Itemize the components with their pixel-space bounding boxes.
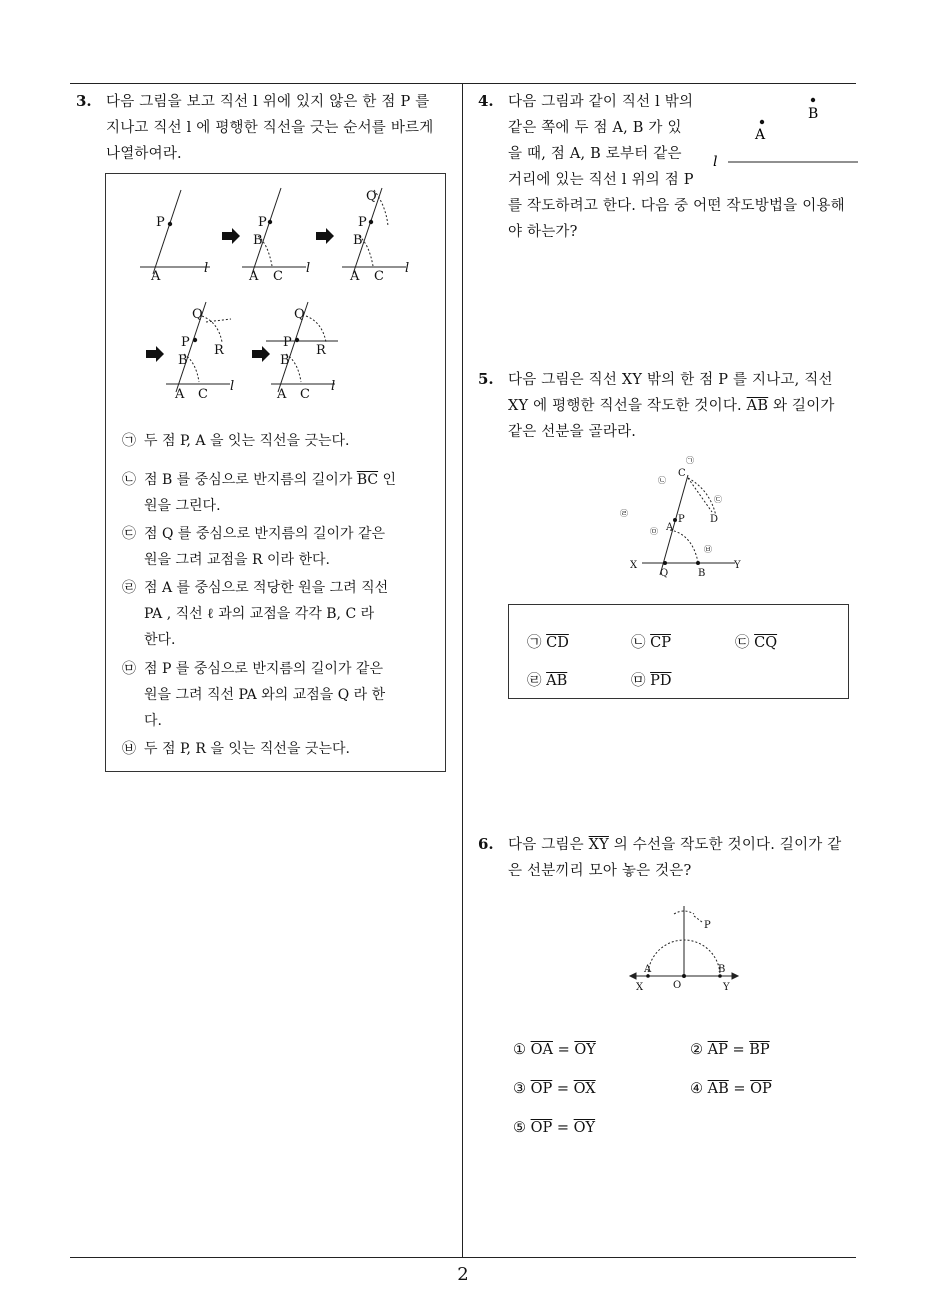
choice-mark: ㉤ [631, 673, 646, 689]
label-O: O [673, 980, 682, 991]
question-line: 다음 그림을 보고 직선 l 위에 있지 않은 한 점 P 를 [106, 94, 430, 110]
line-label: $\overline{XY}$ [588, 837, 609, 853]
segment-label: $\overline{AB}$ [746, 398, 769, 414]
construction-mark: ㉣ [620, 509, 628, 518]
step-mark: ㉣ [122, 580, 136, 596]
choice-mark: ㉣ [527, 673, 542, 689]
choice-mark: ㉠ [527, 635, 542, 651]
q5-choices-box [508, 604, 849, 699]
label-C: C [300, 387, 310, 402]
choice-mark: ③ [513, 1081, 526, 1097]
q4-figure [710, 92, 860, 172]
segment-label: $\overline{OY}$ [573, 1120, 596, 1136]
label-R: R [214, 343, 224, 358]
label-B: B [808, 106, 819, 122]
right-arrow-icon [146, 346, 164, 362]
choice[interactable] [690, 1081, 772, 1097]
label-A: A [666, 522, 674, 533]
label-A: A [175, 387, 185, 402]
choice-mark: ㉢ [735, 635, 750, 651]
question-5 [478, 370, 858, 450]
step-text: 인 [378, 472, 397, 488]
label-Y: Y [723, 982, 730, 993]
step-item [122, 656, 385, 734]
question-number: 5. [478, 370, 494, 388]
label-P: P [258, 215, 267, 230]
label-A: A [151, 269, 161, 284]
segment-label: $\overline{OP}$ [530, 1081, 553, 1097]
question-number: 3. [76, 92, 92, 110]
label-Q: Q [192, 307, 203, 322]
choice[interactable] [513, 1042, 596, 1058]
segment-label: $\overline{OP}$ [530, 1120, 553, 1136]
label-B: B [353, 233, 363, 248]
equals-sign: = [733, 1081, 746, 1097]
step-text: 점 A 를 중심으로 적당한 원을 그려 직선 [144, 580, 389, 596]
label-l: l [230, 379, 235, 394]
construction-mark: ㉡ [658, 476, 666, 485]
segment-label: $\overline{OP}$ [750, 1081, 772, 1097]
segment-label: $\overline{AB}$ [546, 673, 568, 689]
label-C: C [374, 269, 384, 284]
question-line: 야 하는가? [508, 224, 578, 240]
label-B: B [280, 353, 290, 368]
choice[interactable] [735, 631, 777, 652]
segment-label: $\overline{AP}$ [707, 1042, 728, 1058]
step-text: 점 B 를 중심으로 반지름의 길이가 [144, 472, 357, 488]
label-C: C [273, 269, 283, 284]
construction-mark: ㉠ [686, 456, 694, 465]
label-l: l [405, 261, 410, 276]
page-number: 2 [457, 1264, 469, 1285]
label-Q: Q [294, 307, 305, 322]
label-P: P [678, 514, 685, 525]
label-R: R [316, 343, 326, 358]
step-text: 점 P 를 중심으로 반지름의 길이가 같은 [144, 661, 383, 677]
label-B: B [253, 233, 263, 248]
label-P: P [358, 215, 367, 230]
label-A: A [277, 387, 287, 402]
choice[interactable] [690, 1042, 770, 1058]
construction-mark: ㉢ [714, 495, 722, 504]
step-text: 원을 그려 직선 PA 와의 교점을 Q 라 한 [144, 687, 386, 703]
label-B: B [718, 964, 726, 975]
column-divider [462, 83, 463, 1257]
label-A: A [249, 269, 259, 284]
step-item [122, 575, 388, 653]
equals-sign: = [556, 1081, 570, 1097]
step-mark: ㉠ [122, 433, 136, 449]
label-A: A [350, 269, 360, 284]
equals-sign: = [557, 1042, 570, 1058]
question-line: 다음 그림과 같이 직선 l 밖의 [508, 94, 694, 110]
right-arrow-icon [316, 228, 334, 244]
right-arrow-icon [252, 346, 270, 362]
question-text-part: 와 길이가 [768, 398, 835, 414]
step-text: 두 점 P, A 을 잇는 직선을 긋는다. [144, 433, 350, 449]
step-mark: ㉢ [122, 526, 136, 542]
step-text: 점 Q 를 중심으로 반지름의 길이가 같은 [144, 526, 386, 542]
question-text [508, 832, 842, 884]
question-text-part: XY 에 평행한 직선을 작도한 것이다. [508, 398, 747, 414]
question-line: 거리에 있는 직선 l 위의 점 P [508, 172, 694, 188]
top-rule [70, 83, 856, 84]
step-mark: ㉥ [122, 741, 136, 757]
segment-label: $\overline{PD}$ [650, 673, 672, 689]
label-l: l [331, 379, 336, 394]
label-P: P [704, 920, 711, 931]
segment-label: $\overline{OA}$ [530, 1042, 553, 1058]
label-P: P [156, 215, 165, 230]
label-X: X [636, 982, 644, 993]
label-D: D [710, 514, 719, 525]
label-B: B [698, 568, 706, 579]
question-line [508, 393, 835, 419]
step-text: 두 점 P, R 을 잇는 직선을 긋는다. [144, 741, 350, 757]
segment-label: $\overline{BP}$ [749, 1042, 770, 1058]
segment-label: $\overline{OY}$ [574, 1042, 596, 1058]
label-l: l [713, 154, 718, 170]
segment-label: $\overline{CP}$ [650, 635, 671, 651]
question-text-part: 의 수선을 작도한 것이다. 길이가 같 [608, 837, 842, 853]
question-line [508, 832, 842, 858]
question-line: 은 선분끼리 모아 놓은 것은? [508, 863, 692, 879]
label-C: C [198, 387, 208, 402]
step-item [122, 428, 350, 454]
choice-mark: ㉡ [631, 635, 646, 651]
label-Q: Q [366, 189, 377, 204]
question-line: 같은 선분을 골라라. [508, 424, 637, 440]
segment-label: $\overline{BC}$ [356, 472, 379, 488]
label-X: X [630, 560, 638, 571]
segment-label: $\overline{OX}$ [573, 1081, 596, 1097]
choice-mark: ① [513, 1042, 526, 1058]
choice[interactable] [631, 631, 671, 652]
label-B: B [178, 353, 188, 368]
question-line: 나열하여라. [106, 146, 182, 162]
segment-label: $\overline{CD}$ [546, 635, 569, 651]
q5-figure [620, 450, 770, 580]
step-text: 원을 그려 교점을 R 이라 한다. [144, 552, 331, 568]
question-text-part: 다음 그림은 [508, 837, 589, 853]
choice-mark: ④ [690, 1081, 703, 1097]
segment-label: $\overline{AB}$ [707, 1081, 729, 1097]
label-l: l [306, 261, 311, 276]
question-text [508, 367, 835, 445]
label-l: l [204, 261, 209, 276]
choice-mark: ② [690, 1042, 703, 1058]
q3-construction-figure [106, 174, 445, 414]
choice[interactable] [527, 631, 569, 652]
question-6 [478, 835, 858, 895]
step-mark: ㉤ [122, 661, 136, 677]
question-line: 지나고 직선 l 에 평행한 직선을 긋는 순서를 바르게 [106, 120, 434, 136]
step-text: 원을 그린다. [144, 498, 221, 514]
choice[interactable] [631, 669, 672, 690]
question-number: 6. [478, 835, 494, 853]
step-item [122, 736, 350, 762]
q6-figure [624, 894, 744, 994]
equals-sign: = [732, 1042, 745, 1058]
step-mark: ㉡ [122, 472, 136, 488]
label-Q: Q [660, 568, 669, 579]
step-text: 한다. [144, 632, 176, 648]
equals-sign: = [556, 1120, 570, 1136]
question-text [106, 89, 433, 167]
step-item [122, 521, 385, 573]
step-text: PA , 직선 ℓ 과의 교점을 각각 B, C 라 [144, 606, 375, 622]
label-A: A [644, 964, 652, 975]
bottom-rule [70, 1257, 856, 1258]
choice[interactable] [513, 1120, 595, 1136]
question-number: 4. [478, 92, 494, 110]
label-Y: Y [734, 560, 741, 571]
step-text: 다. [144, 713, 162, 729]
question-line: 같은 쪽에 두 점 A, B 가 있 [508, 120, 682, 136]
label-A: A [755, 127, 766, 143]
label-P: P [181, 335, 190, 350]
right-arrow-icon [222, 228, 240, 244]
step-item [122, 467, 396, 519]
construction-mark: ㉥ [704, 545, 712, 554]
label-P: P [283, 335, 292, 350]
segment-label: $\overline{CQ}$ [754, 635, 778, 651]
choice-mark: ⑤ [513, 1120, 526, 1136]
question-line: 을 때, 점 A, B 로부터 같은 [508, 146, 682, 162]
question-line: 다음 그림은 직선 XY 밖의 한 점 P 를 지나고, 직선 [508, 372, 833, 388]
label-C: C [678, 468, 686, 479]
choice[interactable] [513, 1081, 596, 1097]
arrow-icons [146, 228, 334, 362]
choice[interactable] [527, 669, 567, 690]
q3-figure-box [105, 173, 446, 772]
construction-mark: ㉤ [650, 527, 658, 536]
question-line: 를 작도하려고 한다. 다음 중 어떤 작도방법을 이용해 [508, 198, 845, 214]
